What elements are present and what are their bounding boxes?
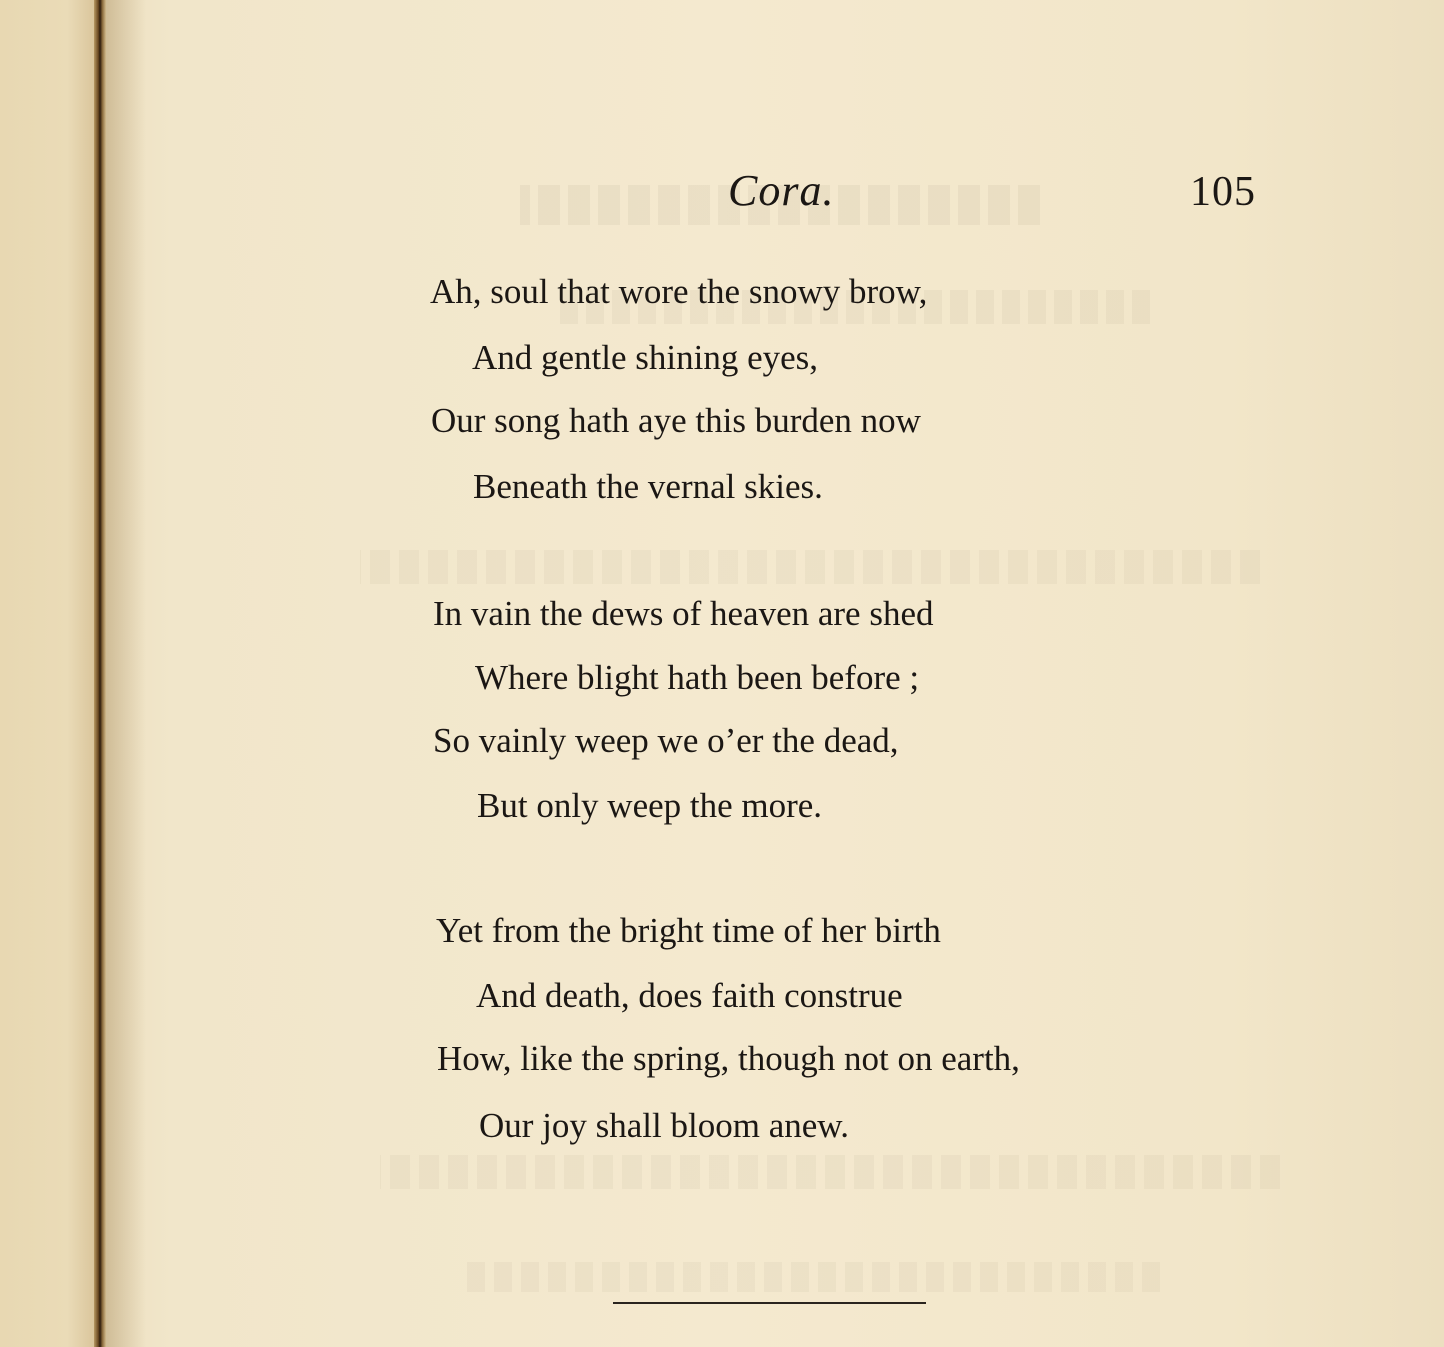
section-divider-rule (613, 1302, 926, 1304)
poem-line: So vainly weep we o’er the dead, (433, 721, 899, 760)
book-gutter (94, 0, 106, 1347)
facing-page-margin (0, 0, 96, 1347)
gutter-shadow (106, 0, 146, 1347)
poem-line: And gentle shining eyes, (472, 338, 819, 377)
page-number: 105 (1190, 169, 1256, 215)
poem-line: And death, does faith construe (476, 976, 903, 1015)
poem-line: Where blight hath been before ; (475, 658, 920, 697)
poem-line: Yet from the bright time of her birth (436, 911, 941, 950)
poem-line: Ah, soul that wore the snowy brow, (430, 272, 928, 311)
show-through-texture (380, 1155, 1280, 1189)
poem-line: How, like the spring, though not on earth, (437, 1039, 1020, 1078)
poem-line: Our joy shall bloom anew. (479, 1106, 850, 1145)
poem-line: But only weep the more. (477, 786, 823, 825)
show-through-texture (460, 1262, 1160, 1292)
poem-line: Our song hath aye this burden now (431, 401, 921, 440)
poem-line: Beneath the vernal skies. (473, 467, 823, 506)
show-through-texture (360, 550, 1260, 584)
running-title: Cora. (728, 166, 835, 215)
poem-line: In vain the dews of heaven are shed (433, 594, 934, 633)
